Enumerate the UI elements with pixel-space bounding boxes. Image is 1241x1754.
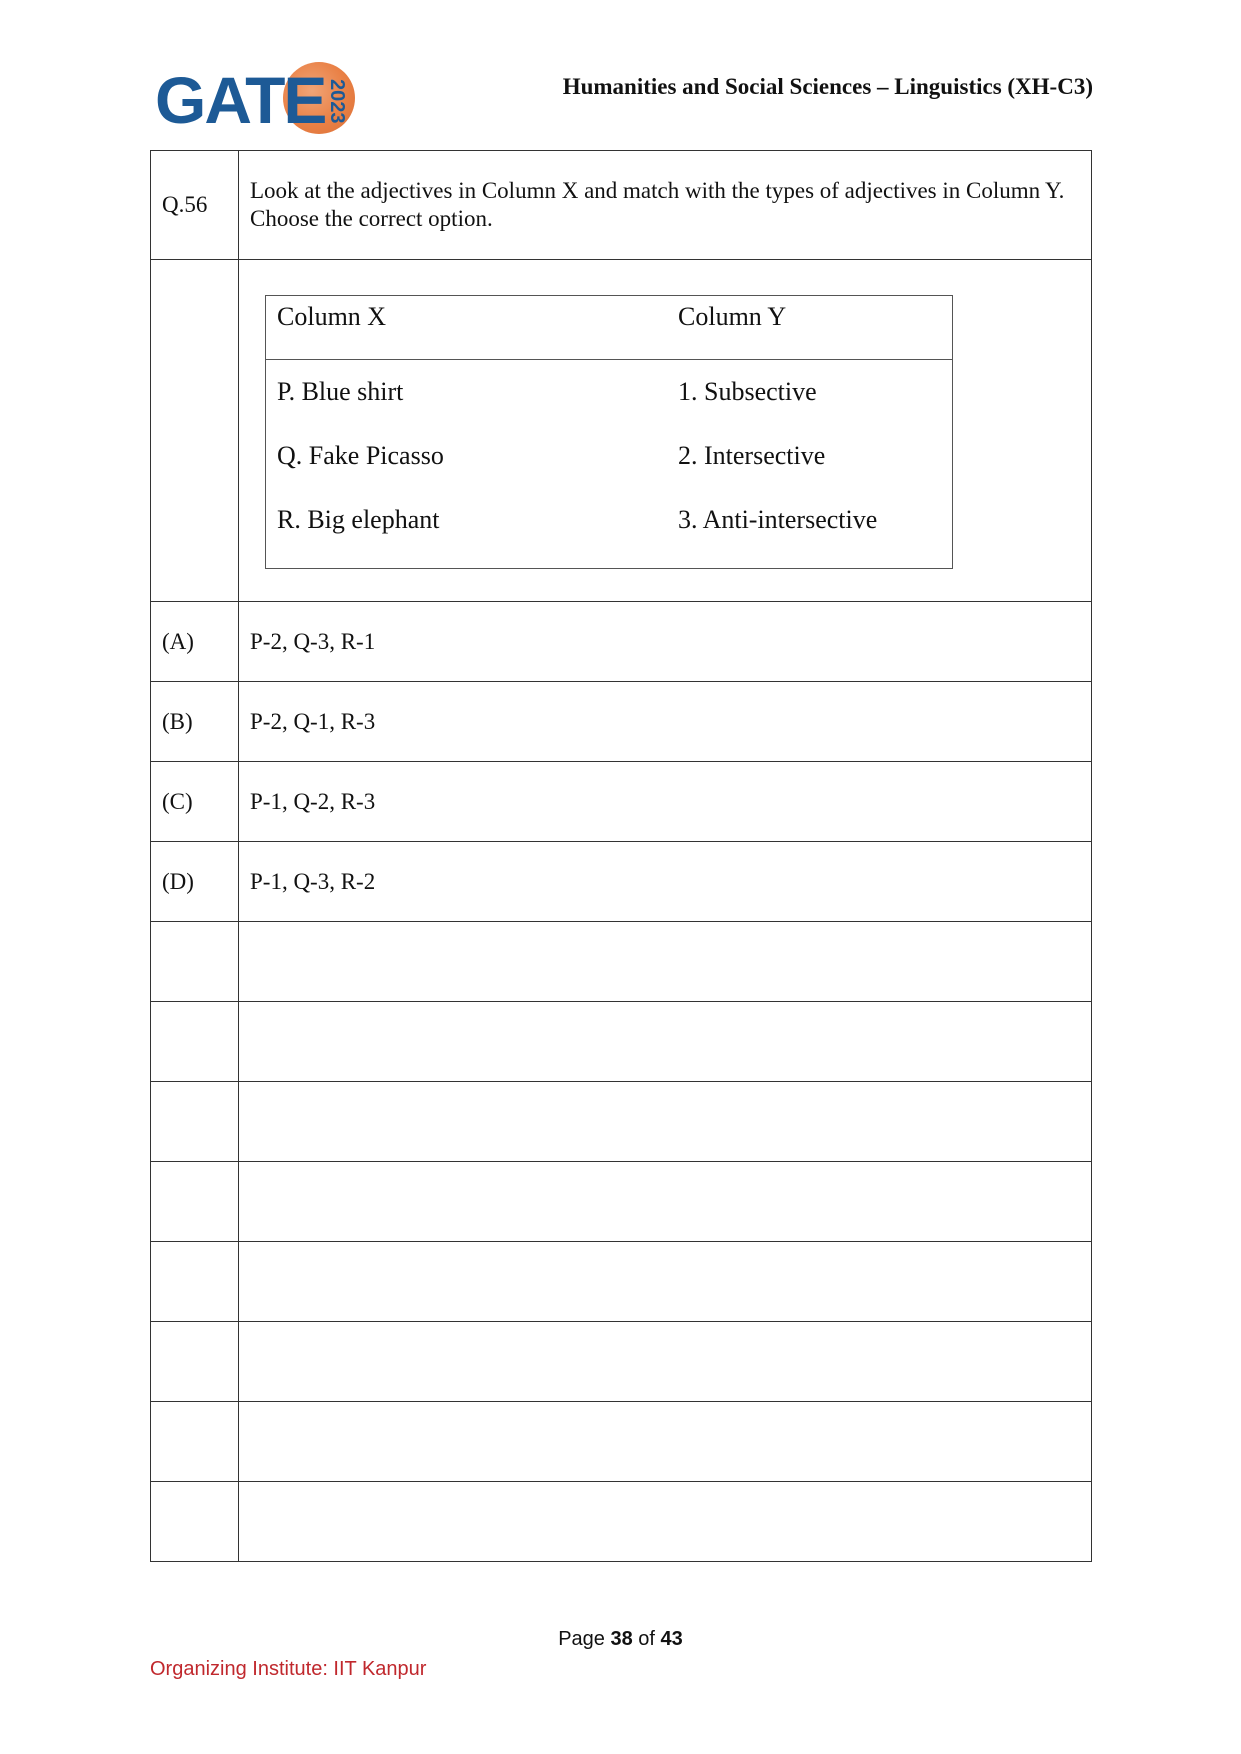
column-x-header: Column X [277, 302, 387, 331]
logo-year: 2023 [326, 78, 348, 124]
page-prefix: Page [558, 1628, 605, 1650]
page-total: 43 [660, 1628, 683, 1650]
option-label: (A) [151, 602, 239, 682]
question-text: Look at the adjectives in Column X and match with the types of adjectives in Column Y. Choose the correct option. [239, 151, 1092, 260]
match-row [266, 424, 952, 488]
match-row [266, 360, 952, 424]
option-label: (B) [151, 682, 239, 762]
match-table-header [266, 296, 952, 360]
empty-row [151, 1082, 1092, 1162]
paper-title: Humanities and Social Sciences – Linguistics (XH-C3) [562, 74, 1093, 99]
page-of: of [638, 1628, 655, 1650]
match-row [266, 488, 952, 552]
page-number [0, 1628, 1241, 1651]
empty-row [151, 1402, 1092, 1482]
empty-row [151, 1482, 1092, 1562]
option-label: (C) [151, 762, 239, 842]
column-x-item: Q. Fake Picasso [277, 441, 444, 470]
option-row-d [151, 842, 1092, 922]
column-x-item: R. Big elephant [277, 505, 440, 534]
option-text: P-1, Q-3, R-2 [239, 842, 1092, 922]
column-y-item: 2. Intersective [678, 441, 826, 470]
option-text: P-2, Q-1, R-3 [239, 682, 1092, 762]
column-y-item: 3. Anti-intersective [678, 505, 878, 534]
question-row [151, 151, 1092, 260]
option-row-a [151, 602, 1092, 682]
match-table-cell [239, 260, 1092, 602]
match-table-row [151, 260, 1092, 602]
empty-cell [151, 260, 239, 602]
question-table [150, 150, 1092, 1562]
match-table [265, 295, 953, 569]
option-label: (D) [151, 842, 239, 922]
empty-row [151, 1002, 1092, 1082]
organizer-text: Organizing Institute: IIT Kanpur [150, 1658, 427, 1680]
page-current: 38 [610, 1628, 633, 1650]
option-text: P-1, Q-2, R-3 [239, 762, 1092, 842]
column-x-item: P. Blue shirt [277, 377, 404, 406]
option-row-c [151, 762, 1092, 842]
empty-row [151, 1162, 1092, 1242]
logo-text: GATE [155, 63, 326, 137]
empty-row [151, 1322, 1092, 1402]
option-row-b [151, 682, 1092, 762]
column-y-item: 1. Subsective [678, 377, 817, 406]
option-text: P-2, Q-3, R-1 [239, 602, 1092, 682]
gate-logo [155, 58, 365, 140]
empty-row [151, 1242, 1092, 1322]
question-number: Q.56 [151, 151, 239, 260]
empty-row [151, 922, 1092, 1002]
column-y-header: Column Y [678, 302, 787, 331]
